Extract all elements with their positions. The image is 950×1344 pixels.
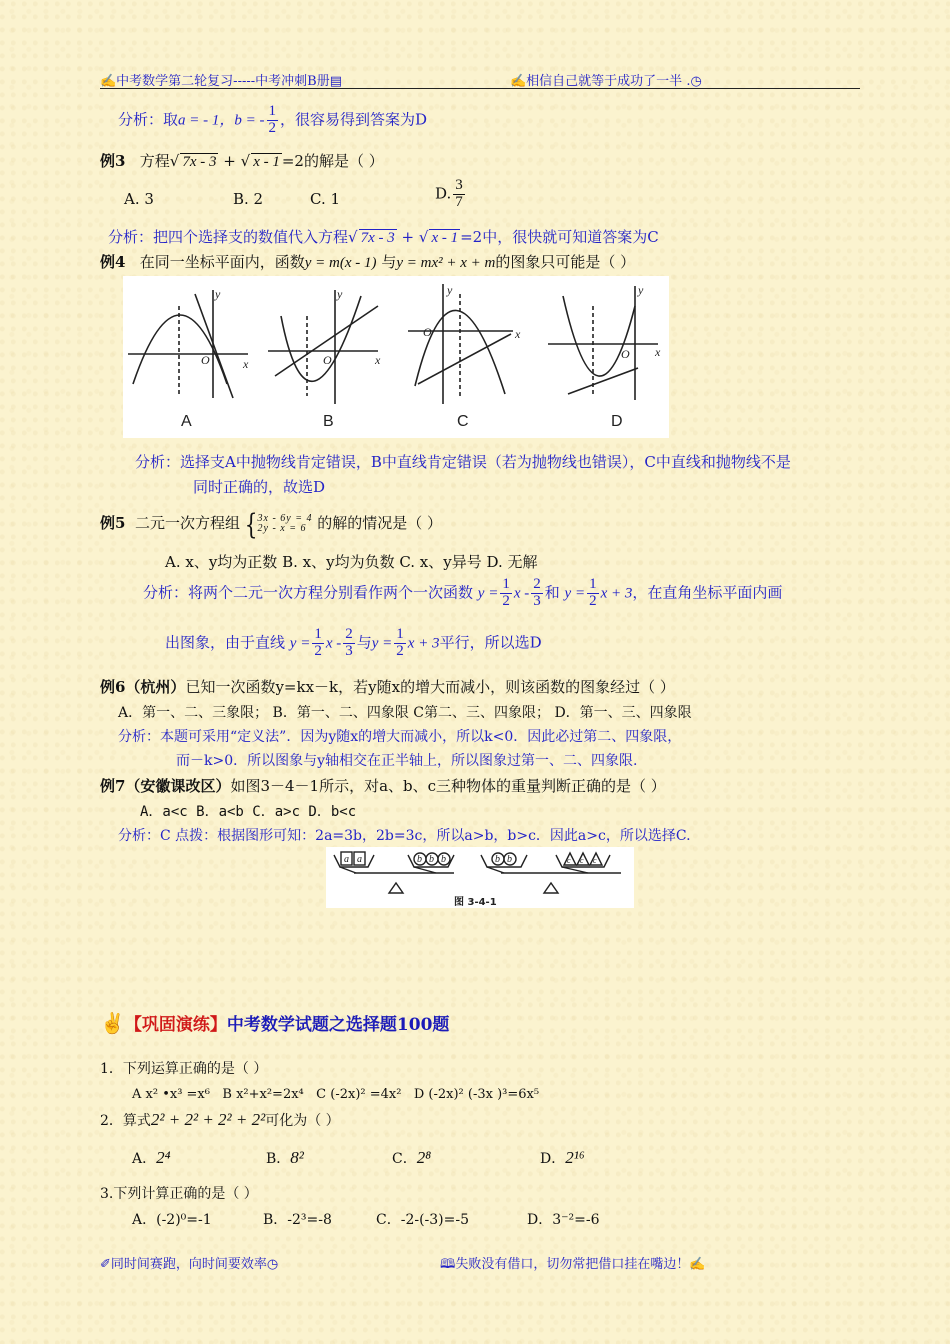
ex5-question: 例5 二元一次方程组 { 3x - 6y = 4 2y - x = 6 的解的情况是（ ） bbox=[100, 507, 443, 541]
footer-right: 🕮失败没有借口，切勿常把借口挂在嘴边！✍ bbox=[440, 1257, 706, 1272]
ex4-analysis-line1: 分析：选择支A中抛物线肯定错误，B中直线肯定错误（若为抛物线也错误），C中直线和抛物线不是 bbox=[135, 453, 791, 471]
ex4-graphs-figure bbox=[123, 276, 669, 438]
graph-c-label: C bbox=[457, 413, 469, 430]
ex7-balance-svg bbox=[326, 847, 634, 908]
ex3-analysis: 分析：把四个选择支的数值代入方程√ 7x - 3 + √ x - 1 =2中，很快就可知道答案为C bbox=[108, 228, 659, 246]
weight-c-3: c bbox=[593, 856, 597, 865]
q2-option-c: C．2⁸ bbox=[392, 1148, 432, 1167]
ex3-question: 例3 方程√ 7x - 3 + √ x - 1 =2的解是（ ） bbox=[100, 152, 384, 170]
graph-a bbox=[128, 290, 248, 398]
ex7-balance-figure bbox=[326, 847, 634, 908]
q2-option-a: A．2⁴ bbox=[132, 1148, 171, 1167]
ex7-analysis: 分析：C 点拨：根据图形可知：2a=3b，2b=3c，所以a>b，b>c．因此a>c，所以选择C. bbox=[118, 828, 691, 844]
graph-c-x-label: x bbox=[515, 327, 521, 341]
header-rule bbox=[100, 88, 860, 89]
ex3-option-a: A. 3 bbox=[124, 190, 154, 208]
weight-a-2: a bbox=[357, 854, 362, 865]
graph-d-origin: O bbox=[621, 347, 630, 361]
graph-d-y-label: y bbox=[638, 283, 644, 297]
graph-b-origin: O bbox=[323, 353, 332, 367]
graph-c-origin: O bbox=[423, 325, 432, 339]
weight-c-2: c bbox=[580, 856, 584, 865]
ex6-label: 例6（杭州） bbox=[100, 678, 186, 696]
ex3-option-b: B. 2 bbox=[233, 190, 264, 208]
ex6-analysis-line2: 而－k>0．所以图象与y轴相交在正半轴上，所以图象过第一、二、四象限. bbox=[176, 753, 638, 769]
ex5-label: 例5 bbox=[100, 514, 126, 532]
victory-hand-icon: ✌ bbox=[100, 1011, 125, 1035]
graph-c bbox=[408, 284, 513, 404]
q1-options: A x² •x³ =x⁶ B x²+x²=2x⁴ C (-2x)² =4x² D (-2x)² (-3x )³=6x⁵ bbox=[132, 1087, 540, 1102]
graph-b-label: B bbox=[323, 413, 334, 430]
graph-a-origin: O bbox=[201, 353, 210, 367]
graph-c-y-label: y bbox=[447, 283, 453, 297]
q1-stem: 1．下列运算正确的是（ ） bbox=[100, 1061, 268, 1077]
ex5-options: A. x、y均为正数 B. x、y均为负数 C. x、y异号 D. 无解 bbox=[165, 553, 538, 571]
ex4-question: 例4 在同一坐标平面内，函数y = m(x - 1) 与y = mx² + x + m的图象只可能是（ ） bbox=[100, 253, 636, 271]
q2-option-d: D．2¹⁶ bbox=[540, 1148, 585, 1167]
ex5-analysis-line2: 出图象，由于直线 y = $\frac{1}{2}$ x - $\frac{2}{3}$ 与y = $\frac{1}{2}$ x + 3平行，所以选D bbox=[165, 626, 542, 659]
q3-option-c: C．-2-(-3)=-5 bbox=[376, 1212, 470, 1228]
graph-d bbox=[548, 286, 658, 400]
header-left: ✍中考数学第二轮复习-----中考冲刺B册▤ bbox=[100, 74, 342, 89]
weight-b-4: b bbox=[495, 854, 500, 865]
graph-b bbox=[268, 290, 378, 404]
ex4-label: 例4 bbox=[100, 253, 126, 271]
ex2-analysis: 分析：取a = - 1，b = - $\frac{1}{2}$ ，很容易得到答案为D bbox=[118, 103, 428, 136]
ex3-option-c: C. 1 bbox=[310, 190, 341, 208]
ex7-label: 例7（安徽课改区） bbox=[100, 777, 231, 795]
header-right: ✍相信自己就等于成功了一半 .◷ bbox=[510, 74, 702, 89]
q3-option-a: A．(-2)⁰=-1 bbox=[132, 1212, 212, 1228]
graph-a-label: A bbox=[181, 413, 192, 430]
weight-b-3: b bbox=[441, 854, 446, 865]
q2-option-b: B．8² bbox=[266, 1148, 304, 1167]
q3-stem: 3.下列计算正确的是（ ） bbox=[100, 1186, 258, 1202]
footer-left: ✐同时间赛跑，向时间要效率◷ bbox=[100, 1257, 279, 1272]
weight-b-1: b bbox=[417, 854, 422, 865]
ex6-options: A．第一、二、三象限； B．第一、二、四象限 C第二、三、四象限； D．第一、三、四象限 bbox=[118, 705, 692, 721]
ex4-graphs-svg bbox=[123, 276, 669, 438]
graph-b-y-label: y bbox=[337, 287, 343, 301]
graph-a-x-label: x bbox=[243, 357, 249, 371]
graph-d-x-label: x bbox=[655, 345, 661, 359]
ex7-question: 例7（安徽课改区）如图3－4－1所示，对a、b、c三种物体的重量判断正确的是（ ） bbox=[100, 777, 666, 795]
graph-b-x-label: x bbox=[375, 353, 381, 367]
practice-title: ✌【巩固演练】中考数学试题之选择题100题 bbox=[100, 1011, 450, 1035]
ex3-label: 例3 bbox=[100, 152, 126, 170]
q2-stem: 2．算式2² + 2² + 2² + 2²可化为（ ） bbox=[100, 1110, 340, 1129]
ex6-question: 例6（杭州）已知一次函数y=kx－k，若y随x的增大而减小，则该函数的图象经过（ ） bbox=[100, 678, 675, 696]
ex5-analysis-line1: 分析：将两个二元一次方程分别看作两个一次函数 y = $\frac{1}{2}$ x - $\frac{2}{3}$ 和 y = $\frac{1}{2}$ x + 3，在直角坐标平面内画 bbox=[143, 576, 783, 609]
ex7-fig-caption: 图 3-4-1 bbox=[454, 897, 497, 908]
ex4-analysis-line2: 同时正确的，故选D bbox=[193, 478, 326, 496]
graph-a-y-label: y bbox=[215, 287, 221, 301]
ex7-options: A．a<c B．a<b C．a>c D．b<c bbox=[140, 804, 357, 820]
ex3-option-d: D. $\frac{3}{7}$ bbox=[435, 177, 463, 210]
ex6-analysis-line1: 分析：本题可采用“定义法”．因为y随x的增大而减小，所以k<0．因此必过第二、四象限， bbox=[118, 729, 682, 745]
graph-d-label: D bbox=[611, 413, 623, 430]
q3-option-d: D．3⁻²=-6 bbox=[527, 1212, 600, 1228]
weight-b-5: b bbox=[507, 854, 512, 865]
weight-c-1: c bbox=[567, 856, 571, 865]
q3-option-b: B．-2³=-8 bbox=[263, 1212, 332, 1228]
weight-a-1: a bbox=[344, 854, 349, 865]
weight-b-2: b bbox=[429, 854, 434, 865]
